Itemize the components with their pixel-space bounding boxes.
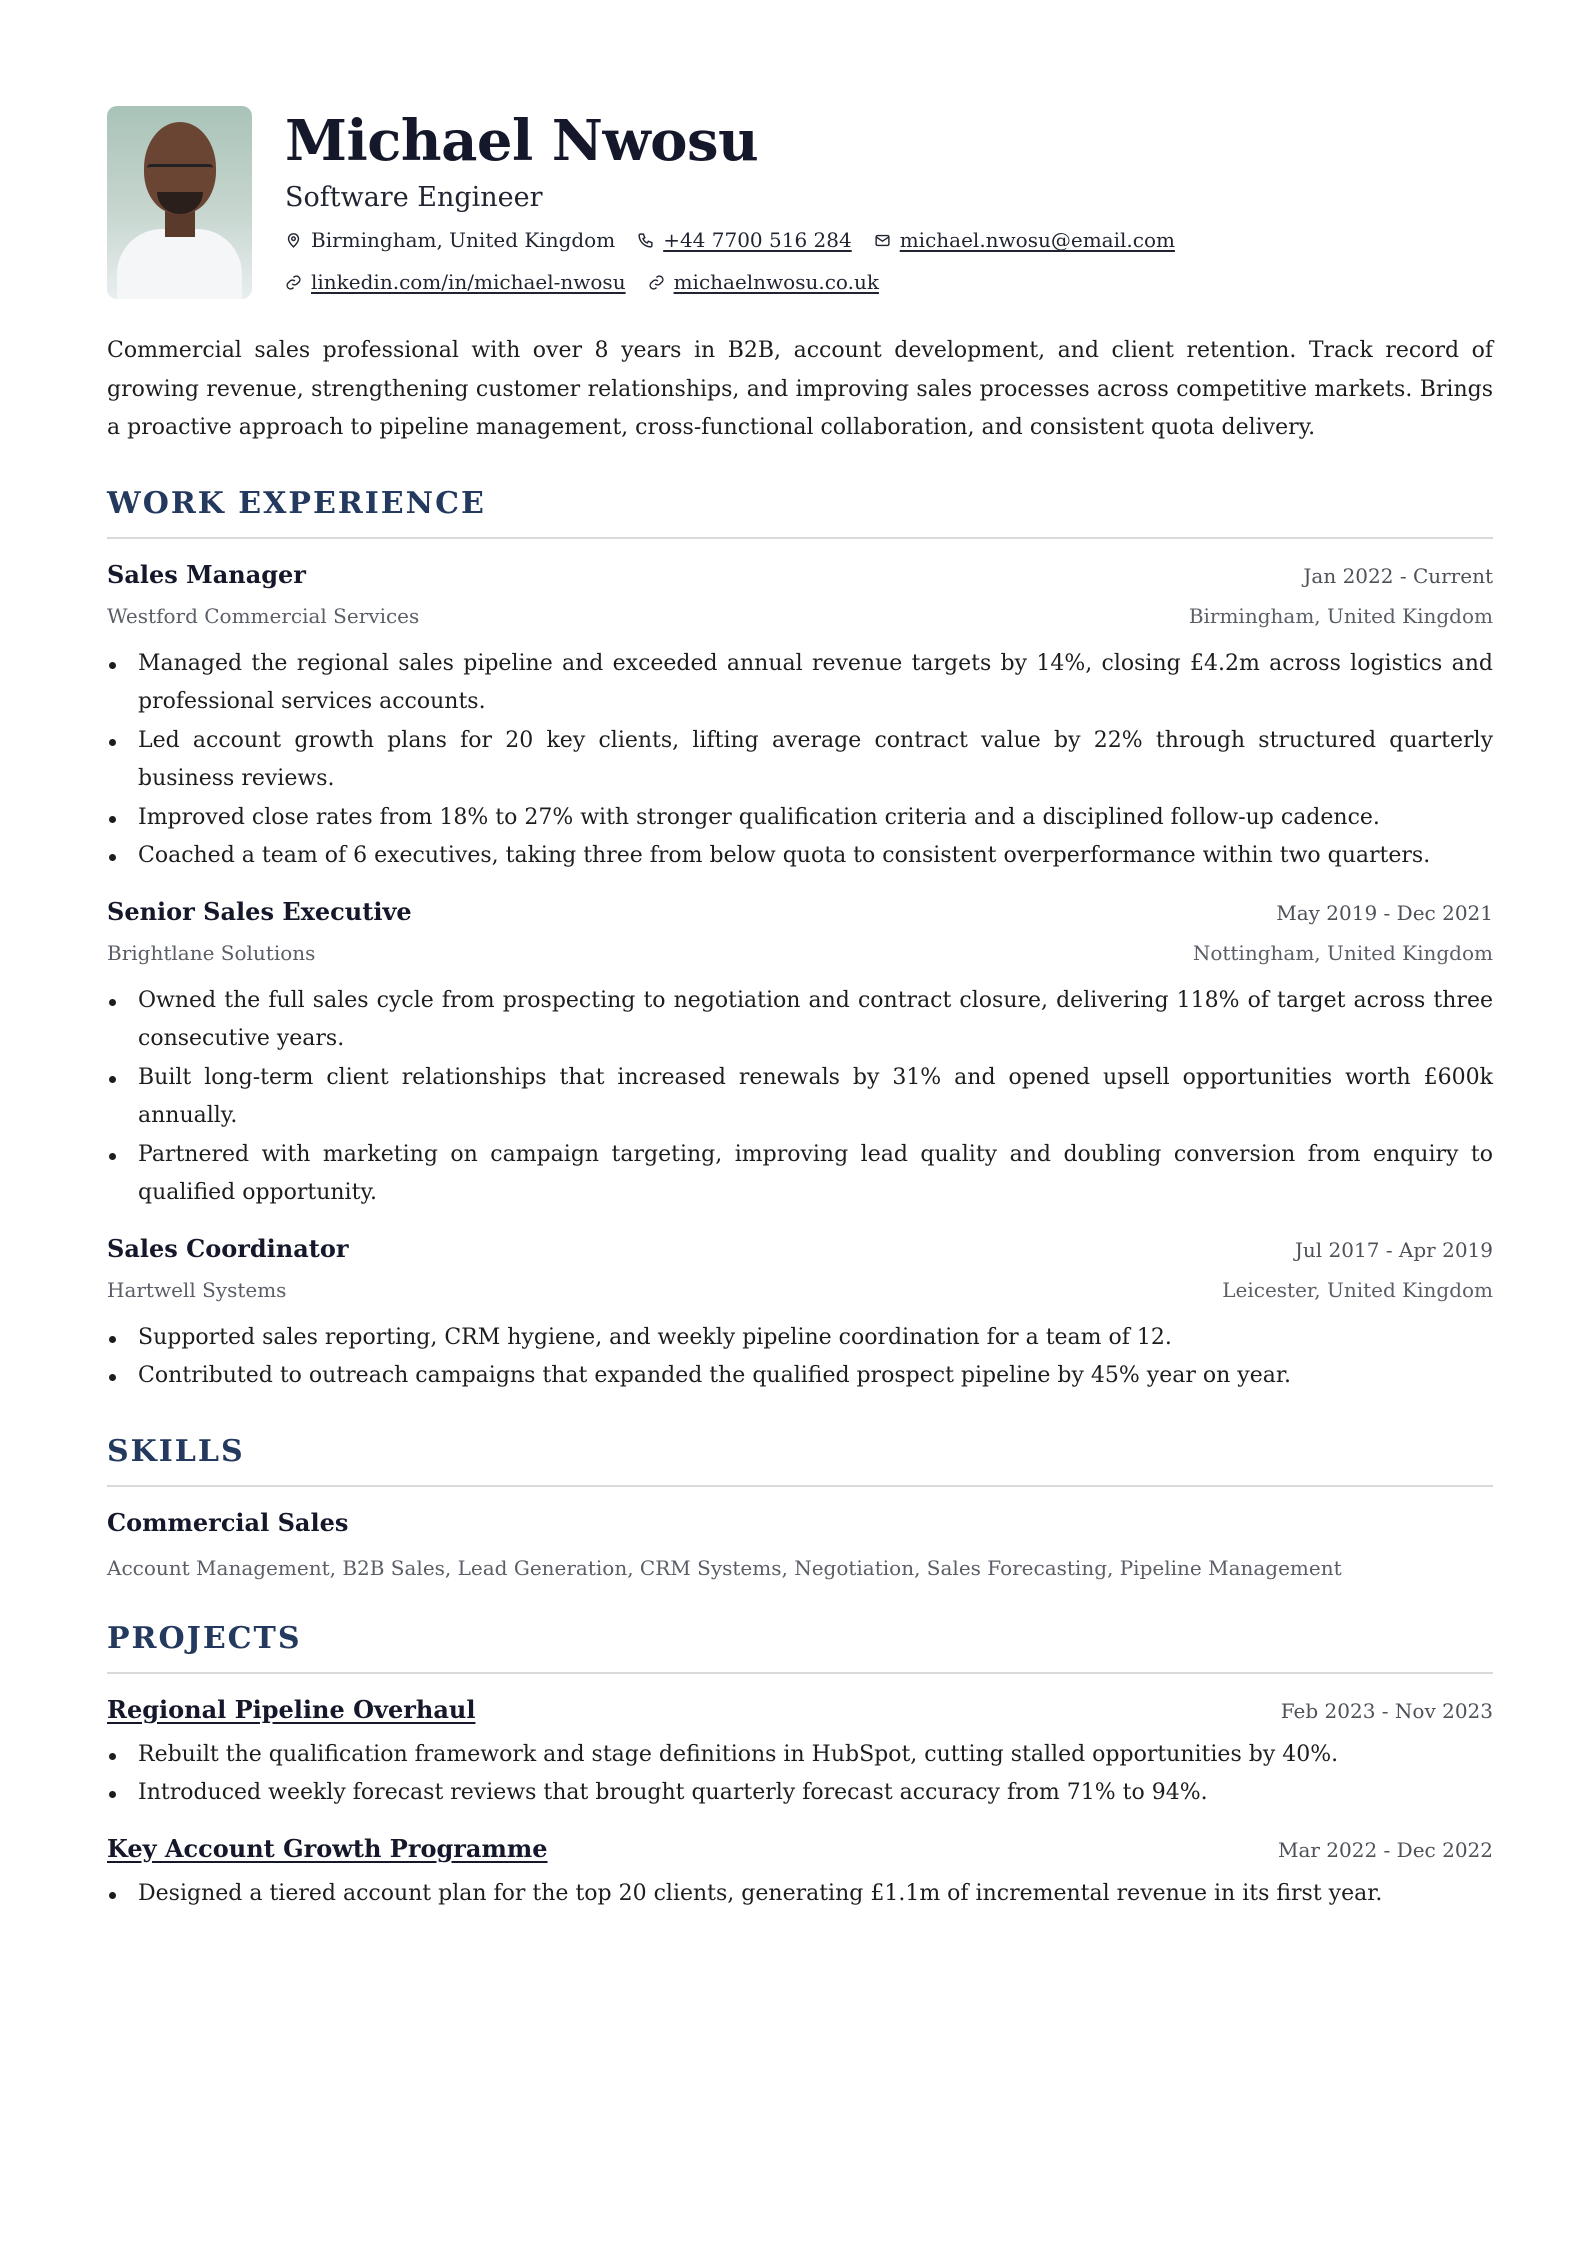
envelope-icon — [874, 232, 891, 249]
email-link[interactable]: michael.nwosu@email.com — [899, 228, 1175, 252]
job-dates: Jan 2022 - Current — [1303, 563, 1493, 588]
linkedin-link[interactable]: linkedin.com/in/michael-nwosu — [311, 270, 626, 294]
profile-summary: Commercial sales professional with over 8 years in B2B, account development, and client retention. Track record of growing revenue, strengthening customer relationships, and improving sales processes across competitive markets. Brings a proactive approach to pipeline management, cross-functional collaboration, and consistent quota delivery. — [107, 338, 1493, 440]
project-dates: Mar 2022 - Dec 2022 — [1277, 1837, 1493, 1862]
bullet-item: Partnered with marketing on campaign targeting, improving lead quality and doubling conversion from enquiry to qualified opportunity. — [107, 1136, 1493, 1213]
job-bullets — [107, 982, 1493, 1213]
link-icon — [285, 274, 302, 291]
contact-website[interactable] — [648, 269, 879, 295]
contact-phone[interactable] — [637, 227, 852, 253]
project-name-link[interactable]: Regional Pipeline Overhaul — [107, 1694, 476, 1724]
job-location: Nottingham, United Kingdom — [1192, 940, 1493, 965]
job-entry — [107, 559, 1493, 876]
bullet-item: Designed a tiered account plan for the top 20 clients, generating £1.1m of incremental revenue in its first year. — [107, 1875, 1493, 1914]
candidate-name: Michael Nwosu — [285, 108, 759, 174]
contact-row-secondary — [285, 269, 1197, 295]
project-bullets — [107, 1736, 1493, 1813]
contact-row-primary — [285, 227, 1197, 253]
phone-link[interactable]: +44 7700 516 284 — [663, 228, 852, 252]
work-experience-section — [107, 486, 1493, 1396]
resume-header — [107, 106, 1493, 299]
bullet-item: Supported sales reporting, CRM hygiene, and weekly pipeline coordination for a team of 12. — [107, 1319, 1493, 1358]
bullet-item: Managed the regional sales pipeline and exceeded annual revenue targets by 14%, closing £4.2m across logistics and professional services accounts. — [107, 645, 1493, 722]
project-bullets — [107, 1875, 1493, 1914]
job-company: Westford Commercial Services — [107, 603, 420, 628]
job-dates: May 2019 - Dec 2021 — [1276, 900, 1493, 925]
bullet-item: Built long-term client relationships that increased renewals by 31% and opened upsell opportunities worth £600k annually. — [107, 1059, 1493, 1136]
bullet-item: Coached a team of 6 executives, taking three from below quota to consistent overperformance within two quarters. — [107, 837, 1493, 876]
section-heading: PROJECTS — [107, 1621, 1493, 1674]
photo-shirt — [117, 229, 242, 299]
skill-list: Account Management, B2B Sales, Lead Generation, CRM Systems, Negotiation, Sales Forecasting, Pipeline Management — [107, 1555, 1342, 1580]
job-bullets — [107, 1319, 1493, 1396]
projects-section — [107, 1621, 1493, 1914]
job-company: Brightlane Solutions — [107, 940, 316, 965]
contact-email[interactable] — [874, 227, 1175, 253]
phone-icon — [637, 232, 654, 249]
job-company: Hartwell Systems — [107, 1277, 287, 1302]
bullet-item: Improved close rates from 18% to 27% with stronger qualification criteria and a disciplined follow-up cadence. — [107, 799, 1493, 838]
job-location: Leicester, United Kingdom — [1222, 1277, 1493, 1302]
job-role: Sales Coordinator — [107, 1233, 349, 1263]
job-dates: Jul 2017 - Apr 2019 — [1294, 1237, 1493, 1262]
skill-category: Commercial Sales — [107, 1507, 349, 1537]
location-text: Birmingham, United Kingdom — [311, 228, 616, 252]
link-icon — [648, 274, 665, 291]
contact-location — [285, 227, 615, 253]
project-name-link[interactable]: Key Account Growth Programme — [107, 1833, 548, 1863]
website-link[interactable]: michaelnwosu.co.uk — [673, 270, 879, 294]
contact-linkedin[interactable] — [285, 269, 626, 295]
project-dates: Feb 2023 - Nov 2023 — [1280, 1698, 1493, 1723]
location-pin-icon — [285, 232, 302, 249]
profile-photo — [107, 106, 252, 299]
bullet-item: Contributed to outreach campaigns that expanded the qualified prospect pipeline by 45% year on year. — [107, 1357, 1493, 1396]
job-location: Birmingham, United Kingdom — [1188, 603, 1493, 628]
candidate-title: Software Engineer — [285, 182, 543, 213]
job-role: Senior Sales Executive — [107, 896, 412, 926]
bullet-item: Rebuilt the qualification framework and stage definitions in HubSpot, cutting stalled opportunities by 40%. — [107, 1736, 1493, 1775]
job-role: Sales Manager — [107, 559, 306, 589]
job-entry — [107, 1233, 1493, 1396]
header-info — [285, 106, 1197, 295]
photo-glasses — [147, 164, 213, 178]
job-bullets — [107, 645, 1493, 876]
skills-section — [107, 1434, 1493, 1583]
bullet-item: Owned the full sales cycle from prospecting to negotiation and contract closure, delivering 118% of target across three consecutive years. — [107, 982, 1493, 1059]
project-entry — [107, 1694, 1493, 1813]
section-heading: WORK EXPERIENCE — [107, 486, 1493, 539]
project-entry — [107, 1833, 1493, 1914]
bullet-item: Introduced weekly forecast reviews that brought quarterly forecast accuracy from 71% to 94%. — [107, 1774, 1493, 1813]
bullet-item: Led account growth plans for 20 key clients, lifting average contract value by 22% through structured quarterly business reviews. — [107, 722, 1493, 799]
job-entry — [107, 896, 1493, 1213]
resume-page — [107, 106, 1493, 1913]
section-heading: SKILLS — [107, 1434, 1493, 1487]
